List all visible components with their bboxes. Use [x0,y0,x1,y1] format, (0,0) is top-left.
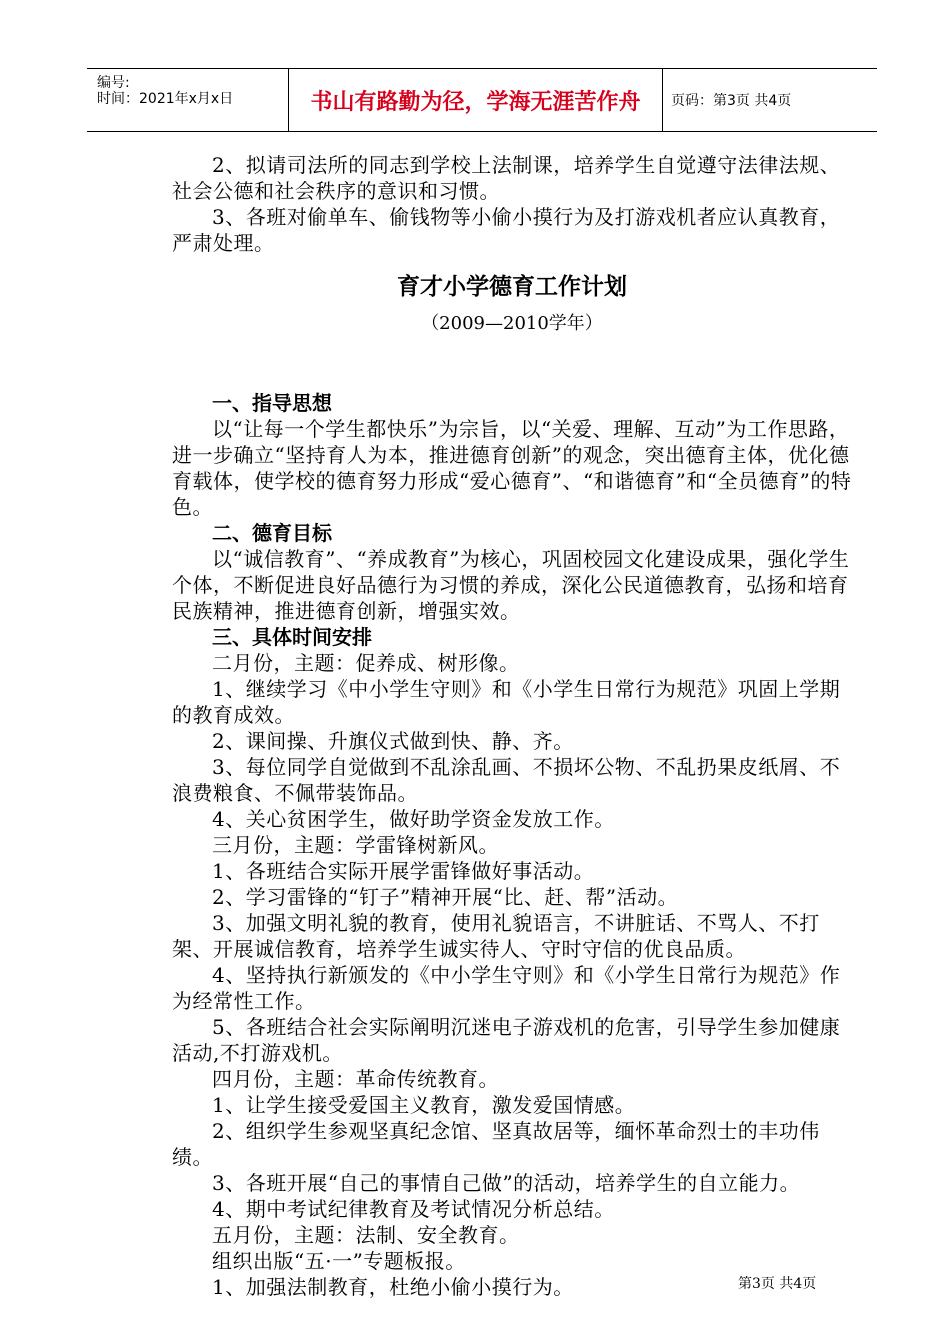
section-paragraph: 组织出版“五·一”专题板报。 [212,1249,466,1273]
sections-container [172,390,852,1300]
document-body [172,152,852,1300]
header-page-label: 页码：第3页 共4页 [671,93,792,109]
page-header [87,68,877,132]
section-paragraph: 1、加强法制教育，杜绝小偷小摸行为。 [212,1275,574,1299]
section-paragraph: 5、各班结合社会实际阐明沉迷电子游戏机的危害，引导学生参加健康活动,不打游戏机。 [172,1015,841,1065]
page-footer: 第3页 共4页 [738,1276,817,1292]
section-paragraph: 2、组织学生参观坚真纪念馆、坚真故居等，缅怀革命烈士的丰功伟绩。 [172,1119,820,1169]
intro-paragraph: 2、拟请司法所的同志到学校上法制课，培养学生自觉遵守法律法规、社会公德和社会秩序的意识和习惯。 [172,153,841,203]
section-heading: 一、指导思想 [212,391,332,415]
section-paragraph: 四月份，主题：革命传统教育。 [212,1067,499,1091]
section-paragraph: 4、关心贫困学生，做好助学资金发放工作。 [212,807,615,831]
section-paragraph: 2、课间操、升旗仪式做到快、静、齐。 [212,729,574,753]
section-paragraph: 4、期中考试纪律教育及考试情况分析总结。 [212,1197,615,1221]
section-paragraph: 五月份，主题：法制、安全教育。 [212,1223,520,1247]
header-motto: 书山有路勤为径，学海无涯苦作舟 [289,69,663,131]
section-paragraph: 1、各班结合实际开展学雷锋做好事活动。 [212,859,595,883]
code-label: 编号: [97,75,130,91]
section-paragraph: 二月份，主题：促养成、树形像。 [212,651,520,675]
section-paragraph: 以“诚信教育”、“养成教育”为核心，巩固校园文化建设成果，强化学生个体，不断促进良好品德行为习惯的养成，深化公民道德教育，弘扬和培育民族精神，推进德育创新，增强实效。 [172,547,850,623]
section-paragraph: 2、学习雷锋的“钉子”精神开展“比、赶、帮”活动。 [212,885,679,909]
section-heading: 二、德育目标 [212,521,332,545]
header-meta [87,69,289,131]
section-paragraph: 4、坚持执行新颁发的《中小学生守则》和《小学生日常行为规范》作为经常性工作。 [172,963,841,1013]
section-paragraph: 以“让每一个学生都快乐”为宗旨，以“关爱、理解、互动”为工作思路，进一步确立“坚持育人为本，推进德育创新”的观念，突出德育主体，优化德育载体，使学校的德育努力形成“爱心德育”、“和谐德育”和“全员德育”的特色。 [172,417,852,519]
section-paragraph: 3、各班开展“自己的事情自己做”的活动，培养学生的自立能力。 [212,1171,801,1195]
section-paragraph: 1、让学生接受爱国主义教育，激发爱国情感。 [212,1093,636,1117]
spacer [172,338,852,390]
document-subtitle: （2009—2010学年） [421,313,603,334]
section-paragraph: 1、继续学习《中小学生守则》和《小学生日常行为规范》巩固上学期的教育成效。 [172,677,841,727]
section-paragraph: 三月份，主题：学雷锋树新风。 [212,833,499,857]
time-label: 时间：2021年x月x日 [97,91,234,107]
section-heading: 三、具体时间安排 [212,625,372,649]
section-paragraph: 3、加强文明礼貌的教育，使用礼貌语言，不讲脏话、不骂人、不打架、开展诚信教育，培养学生诚实待人、守时守信的优良品质。 [172,911,820,961]
document-title: 育才小学德育工作计划 [397,274,627,300]
intro-paragraph: 3、各班对偷单车、偷钱物等小偷小摸行为及打游戏机者应认真教育，严肃处理。 [172,205,841,255]
section-paragraph: 3、每位同学自觉做到不乱涂乱画、不损坏公物、不乱扔果皮纸屑、不浪费粮食、不佩带装饰品。 [172,755,841,805]
